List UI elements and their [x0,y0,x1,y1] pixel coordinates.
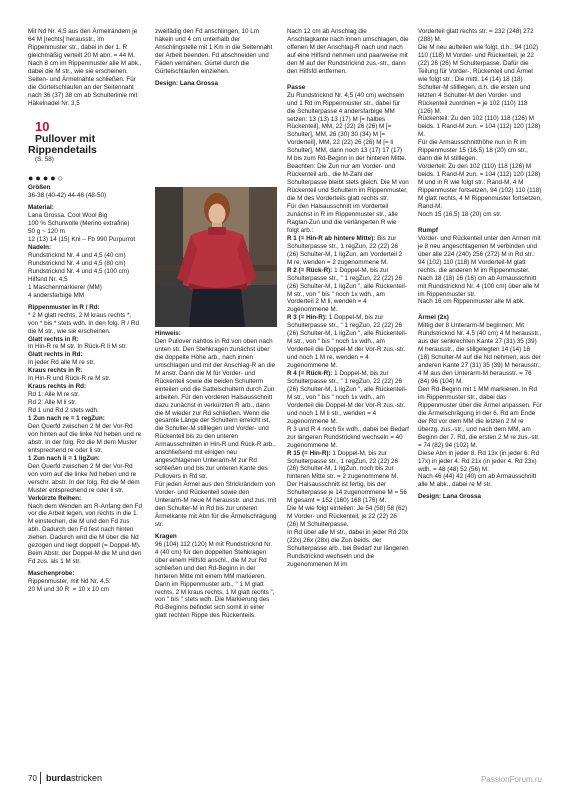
garter-rows-heading: Kraus rechts in R: [28,367,83,375]
right-increase-text: Den Querfd zwischen 2 M der Vor-Rd von hinten auf die linke Nd heben und re abstr. In der folg. Rd die M dem Muster entsprechend re oder li str. [28,422,143,454]
logo-bold: burda [46,773,72,783]
pattern-heading [28,116,143,173]
short-rows-heading: Verkürzte Reihen: [28,494,82,502]
collar-text: 96 (104) 112 (120) M mit Rundstricknd Nr. 4 (40 cm) für den doppelten Stehkragen über einem Hilfsfd anschl., die M zur Rd schließen und den Rd-Beginn in der hinteren Mitte mit einem MM markieren. Dann im Rippenmuster arb., " 1 M glatt rechts, 2 M kraus rechts, 1 M glatt rechts ", von " bis " stets wdh. Die Markierung des Rd-Beginns befindet sich somit in einer glatt rechten Rippe des Rückenteils. [155,540,277,620]
body-heading: Rumpf [418,226,438,234]
sleeves-heading: Ärmel (2x) [418,314,449,322]
column-2 [155,28,277,88]
note-heading: Hinweis: [155,330,181,337]
row-1-label: R 1 (= Hin-R ab hintere Mitte): [287,234,376,242]
row-15-body: 1 Doppel-M, bis zur Schulterpasse str., 1 regZun, 22 (22) 26 (26) Schulter-M, 1 ligZun, noch bis zur hinteren Mitte str. = 2 zugenommene M. Der Halsausschnitt ist fertig, bis der Schulterpasse je 14 zugenommene M = 56 M gesamt = 152 (160) 168 (176) M. Die M wie folgt einteilen: Je 54 (58) 58 (62) M Vorder- und Rückenteil, je 22 (22) 26 (26) M Schulterpasse. In Rd über alle M str., dabei in jeder Rd 20x (22x) 26x (28x) die Zun beids. der Schulterpasse arb., bei Bedarf zur längeren Rundstricknd wechseln und die zugenommenen M im [287,449,409,568]
left-increase-text: Den Querfd zwischen 2 M der Vor-Rd von vorn auf die linke Nd heben und re verschr. abstr. In der folg. Rd die M dem Muster entsprechend re oder li str. [28,462,142,494]
garter-rounds-heading: Kraus rechts in Rd: [28,383,87,391]
pattern-number: 10 [35,119,50,135]
rib-pattern-text: * 2 M glatt rechts, 2 M kraus rechts *, von * bis * stets wdh. In den folg. R / Rd die M str., wie sie erscheinen. [28,311,141,335]
yoke-text: Zu Rundstricknd Nr. 4,5 (40 cm) wechseln und 1 Rd im Rippenmuster str., dabei für die Schulterpasse 4 andersfarbige MM setzen: 13 (13) 13 (17) M [= halbes Rückenteil], MM, 22 (22) 26 (26) M [= Schulter], MM, 26 (30) 30 (34) M [= Vorderteil], MM, 22 (22) 26 (26) M [= li Schulter], MM, dann noch 13 (17) 17 (17) M bis zum Rd-Beginn in der hinteren Mitte. Beachten: Die Zun nur am Vorder- und Rückenteil arb., die M-Zahl der Schulterpasse bleibt stets gleich. Die M von Rückenteil und Schultern im Rippenmuster, die M des Vorderteils glatt rechts str. Für den Halsausschnitt im Vorderteil zunächst in R im Rippenmuster str., alle Raglan-Zun und die verlängerten R wie folgt arb.: [287,91,409,234]
pattern-page-ref: (S. 58) [35,156,54,164]
stockinette-rows-text: In Hin-R re M str. In Rück-R li M str. [28,343,128,351]
gauge-heading: Maschenprobe: [28,570,75,578]
watermark: PassionForum.ru [481,775,542,784]
rib-pattern-heading: Rippenmuster in R / Rd: [28,303,100,311]
column-4 [418,28,542,501]
page-number: 70 [28,774,37,783]
division-text: Vorderteil glatt rechts str. = 232 (248) 272 (288) M. Die M neu aufteilen wie folgt, d.h.: 94 (102) 110 (118) M Vorder- und Rückenteil, je 22 (22) 26 (26) M Schulterpasse. Dafür die Teilung für Vorder-, Rückenteil und Ärmel wie folgt str.: Die mittl. 14 (14) 18 (18) Schulter-M stilllegen, d.h. die ersten und letzten 4 Schulter-M den Vorder- und Rückenteil zuordnen = je 102 (110) 118 (126) M. Rückenteil: Zu den 102 (110) 118 (126) M beids. 1 Rand-M zun. = 104 (112) 120 (128) M. Für die Armausschnitthöhe nun in R im Rippenmuster 15 (16,5) 18 (20) cm str., dann die M stilllegen. Vorderteil: Zu den 102 (110) 118 (126) M beids. 1 Rand-M zun. = 104 (112) 120 (128) M und in R wie folgt str.: Rand-M, 4 M Rippenmuster fortsetzen, 94 (102) 110 (118) M glatt rechts, 4 M Rippenmuster fortsetzen, Rand-M. Noch 15 (16,5) 18 (20) cm str. [418,28,542,218]
stockinette-rounds-text: In jeder Rd alle M re str. [28,359,95,367]
previous-pattern-ending: Mit Nd Nr. 4,5 aus den Ärmelrändern je 64 M [rechts] herausstr., im Rippenmuster str., dabei in der 1. R gleichmäßig verteilt 20 M abn. = 44 M. Nach 8 cm im Rippenmuster alle M abk., dabei die M str., wie sie erscheinen. Seiten- und Ärmelnähte schließen. Für die Gürtelschlaufen an der Seitennaht nach 36 (37) 38 cm ab Schulterlinie mit Häkelnadel Nr. 3,5 [28,28,142,107]
footer-divider [40,772,41,784]
row-3-text [287,314,409,370]
material-text: Lana Grossa, Cool Wool Big 100 % Schurwolle (Merino extrafine) 50 g ~ 120 m 12 (13) 14 (15) Knl – Fb 990 Purpurrot [28,212,136,244]
belt-loops-text: zweifädig den Fd anschlingen, 10 Lm häkeln und 4 cm unterhalb der Anschlingstelle mit 1 Km in die Seitennaht der Arbeit beenden. Fd abschneiden und Fäden vernähen. Gürtel durch die Gürtelschlaufen einziehen. [155,28,275,75]
column-1 [28,28,143,594]
needles-heading: Nadeln: [28,244,52,252]
row-2-body: 1 Doppel-M, bis zur Schulterpasse str., " 1 regZun, 22 (22) 26 (26) Schulter-M, 1 ligZun ", alle Rückenteil-M str., von " bis " noch 1x wdh., am Vorderteil 2 M li, wenden = 4 zugenommene M. [287,266,407,314]
yoke-heading: Passe [287,83,306,91]
short-rows-text: Nach dem Wenden am R-Anfang den Fd vor die Arbeit legen, von rechts in die 1. M einstechen, die M und den Fd zus abh. Dadurch den Fd fest nach hinten ziehen. Dadurch wird die M über die Nd gezogen und liegt doppelt (= Doppel-M). Beim Abstr. der Doppel-M die M und den Fd zus. als 1 M str. [28,502,142,566]
row-4-text [287,370,409,450]
gauge-text: Rippenmuster, mit Nd Nr. 4,5: 20 M und 30 R = 10 x 10 cm [28,578,111,594]
pattern-title: Pullover mit Rippendetails [28,133,99,157]
needles-text: Rundstricknd Nr. 4 und 4,5 (40 cm) Rundstricknd Nr. 4 und 4,5 (80 cm) Rundstricknd Nr. 4 und 4,5 (100 cm) Hilfsnd Nr. 4,5 1 Maschenmarkierer (MM) 4 andersfarbige MM [28,251,130,299]
page-footer [28,772,542,786]
row-1-text [287,235,409,267]
row-2-text [287,267,409,315]
garter-rounds-text: Rd 1: Alle M re str. Rd 2: Alle M li str. Rd 1 und Rd 2 stets wdh. [28,391,99,415]
row-4-body: 1 Doppel-M, bis zur Schulterpasse str., " 1 regZun, 22 (22) 26 (26) Schulter-M, 1 ligZun ", alle Rückenteil-M str., von " bis " noch 1x wdh., am Vorderteil die Doppel-M der Vor-R zus.-str. und noch 1 M li str., wenden = 4 zugenommene M. R 3 und R 4 noch 5x wdh., dabei bei Bedarf zur längeren Rundstricknd wechseln = 40 zugenommene M. [287,370,409,449]
material-heading: Material: [28,204,54,212]
row-2-label: R 2 (= Rück-R): [287,266,333,274]
logo-rest: stricken [71,773,103,783]
row-3-label: R 3 (= Hin-R): [287,314,328,322]
note-text: Den Pullover nahtlos in Rd von oben nach unten str. Den Stehkragen zunächst über die doppelte Höhe arb., nach innen umschlagen und mit der Anschlag-R an die M anstr. Dann die M für Vorder- und Rückenteil sowie die beiden Schulterm einteilen und die Sattelschultern durch Zun arbeiten. Für den vorderen Halsausschnitt dazu zunächst in verkürzten R arb., dann die M wieder zur Rd schließen. Wenn die gesamte Länge der Schultern erreicht ist, die Schulter-M stilllegen und Vorder- und Rückenteil bis zu den unteren Armausschnitten in Hin-R und Rück-R arb., anschließend mit einigen neu angeschlagenen Unterarm-M zur Rd schließen und bis zur unteren Kante des Pullovers in Rd str. Für jeden Ärmel aus den Strickrändern von Vorder- und Rückenteil sowie den Unterarm-M neue M herausstr. und zus. mit den Schulter-M in Rd bis zur unteren Ärmelkante mit Abn für die Ärmelschrägung str. [155,337,277,528]
sweater-photo-image [155,187,277,327]
row-1-body: Bis zur Schulterpasse str., 1 regZun, 22 (22) 26 (26) Schulter-M, 1 ligZun, am Vorderteil 2 M re, wenden = 2 zugenommene M. [287,234,404,266]
column-2-lower [155,330,277,620]
collar-continued-text: Nach 12 cm ab Anschlag die Anschlagkante nach innen umschlagen, die offenen M der Anschlag-R nach und nach auf eine Hilfsnd nehmen und paarweise mit den M auf der Rundstricknd zus.-str., dann den Hilfsfd entfernen. [287,28,411,75]
column-3 [287,28,409,569]
row-15-label: R 15 (= Hin-R): [287,449,331,457]
sizes-heading: Größen [28,184,51,192]
left-increase-heading: 1 Zun nach li = 1 ligZun: [28,454,100,462]
right-increase-heading: 1 Zun nach re = 1 regZun: [28,415,105,423]
design-credit-2: Design: Lana Grossa [418,493,481,501]
sizes-text: 36-38 (40-42) 44-46 (48-50) [28,192,107,200]
garter-rows-text: In Hin-R und Rück-R re M str. [28,375,111,383]
row-3-body: 1 Doppel-M, bis zur Schulterpasse str., " 1 regZun, 22 (22) 26 (26) Schulter-M, 1 ligZun ", alle Rückenteil-M str., von " bis " noch 1x wdh., am Vorderteil die Doppel-M der Vor-R zus.-str. und noch 1 M re, wenden = 4 zugenommene M. [287,314,408,370]
row-4-label: R 4 (= Rück-R): [287,370,333,378]
body-text: Vorder- und Rückenteil unter den Armen mit je 8 neu angeschlagenen M verbinden und über alle 224 (240) 256 (272) M in Rd str.: 94 (102) 110 (118) M Vorderteil-M glatt rechts, die anderen M im Rippenmuster. Nach 18 (18) 16 (16) cm ab Armausschnitt mit Rundstricknd Nr. 4 (100 cm) über alle M im Rippenmuster str. Nach 16 cm Rippenmuster alle M abk. [418,234,541,306]
stockinette-rows-heading: Glatt rechts in R: [28,335,79,343]
row-15-text [287,450,409,569]
stockinette-rounds-heading: Glatt rechts in Rd: [28,351,83,359]
collar-heading: Kragen [155,532,177,540]
difficulty-dots: ●●●●○ [28,173,66,184]
sweater-photo [155,187,277,327]
magazine-logo [46,773,102,783]
sleeves-text: Mittig der 8 Unterarm-M beginnen: Mit Rundstricknd Nr. 4,5 (40 cm) 4 M herausstr., aus der senkrechten Kante 27 (31) 35 (39) M herausstr., die stillgelegten 14 (14) 18 (18) Schulter-M auf die Nd nehmen, aus der anderen Kante 27 (31) 35 (39) M herausstr., 4 M aus den Unterarm-M herausstr. = 76 (84) 96 (104) M. Den Rd-Beginn mit 1 MM markieren. In Rd im Rippenmuster str., dabei das Rippenmuster über die Ärmel anpassen. Für die Ärmelschrägung in der 6. Rd am Ende der Rd vor dem MM die letzten 2 M re überzg. zus.-str., und nach dem MM, am Beginn der 7. Rd, die ersten 2 M re zus.-str. = 74 (82) 94 (102) M. Diese Abn in jeder 8. Rd 13x (in jeder 6. Rd 17x) in jeder 4. Rd 21x (in jeder 4. Rd 23x) wdh. = 48 (48) 52 (56) M. Nach 46 (44) 42 (40) cm ab Armausschnitt alle M abk., dabei re M str. [418,322,542,489]
design-credit: Design: Lana Grossa [155,79,218,87]
